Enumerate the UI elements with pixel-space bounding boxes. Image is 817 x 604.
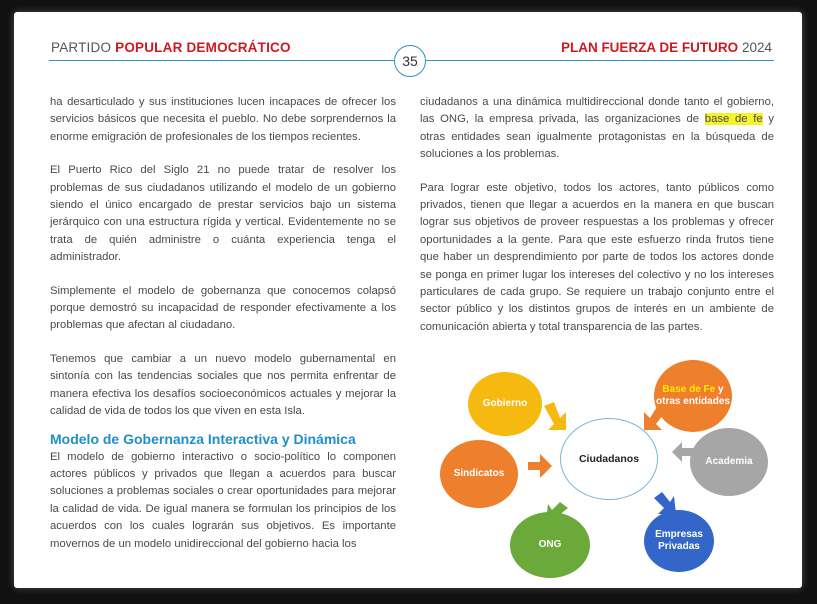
paragraph: Para lograr este objetivo, todos los actores, tanto públicos como privados, tienen que llegar a acuerdos en la manera en que buscan lograr sus objetivos de proveer respuestas a los problemas y ofrecer oportunidades a la gente. Para que este esfuerzo rinda frutos tiene que haber un desprendimiento por parte de todos los actores donde se ponga en primer lugar los intereses del colectivo y no los intereses particulares de cada grupo. Se requiere un trabajo conjunto entre el sector público y los distintos grupos de interés en un ambiente de comunicación abierta y total transparencia de las partes. — [420, 181, 774, 333]
header-rule-right — [426, 60, 774, 61]
paragraph: Tenemos que cambiar a un nuevo modelo gubernamental en sintonía con las tendencias sociales que nos permita enfrentar de manera efectiva los desafíos socioeconómicos actuales y mejorar la calidad de vida de todos los que viven en esta Isla. — [50, 352, 396, 418]
left-column — [50, 94, 396, 569]
page-number: 35 — [394, 45, 426, 77]
paragraph: Simplemente el modelo de gobernanza que conocemos colapsó porque demostró su incapacidad de responder efectivamente a los problemas que afectan al ciudadano. — [50, 284, 396, 332]
right-column — [420, 94, 774, 352]
highlighted-text: base de fe — [704, 113, 763, 126]
sindicatos-node: Sindicatos — [440, 440, 518, 508]
ciudadanos-node: Ciudadanos — [560, 418, 658, 500]
paragraph: ciudadanos a una dinámica multidireccional donde tanto el gobierno, las ONG, la empresa privada, las organizaciones de base de fe y otras entidades sean igualmente protagonistas en la búsqueda de soluciones a los problemas. — [420, 96, 774, 161]
header-rule-left — [49, 60, 394, 61]
base-de-fe-node: Base de Fe y otras entidades — [654, 360, 732, 432]
academia-node: Academia — [690, 428, 768, 496]
section-heading: Modelo de Gobernanza Interactiva y Dinámica — [50, 430, 356, 447]
ong-node: ONG — [510, 512, 590, 578]
paragraph: El modelo de gobierno interactivo o socio-político lo componen actores públicos y privados que llegan a acuerdos para buscar soluciones a problemas sociales o crear oportunidades para mejorar la calidad de vida. De igual manera se formulan los principios de los acuerdos con los cuales lograrán sus objetivos. Es importante movernos de un modelo unidireccional del gobierno hacia los — [50, 450, 396, 550]
paragraph: El Puerto Rico del Siglo 21 no puede tratar de resolver los problemas de sus ciudadanos utilizando el modelo de un gobierno siendo el único encargado de prestar servicios bajo un sistema jerárquico con una estructura rígida y vertical. Evidentemente no se trata de quién administre o cuánta experiencia tenga el administrador. — [50, 164, 396, 264]
header-plan-title: PLAN FUERZA DE FUTURO 2024 — [560, 40, 772, 55]
paragraph: ha desarticulado y sus instituciones lucen incapaces de ofrecer los servicios básicos que necesita el pueblo. No debe sorprendernos la enorme emigración de profesionales de los tiempos recientes. — [50, 96, 396, 143]
arrow-sindicatos — [528, 454, 552, 478]
arrow-gobierno — [544, 402, 566, 430]
header-party-name: PARTIDO POPULAR DEMOCRÁTICO — [51, 40, 291, 55]
gobierno-node: Gobierno — [468, 372, 542, 436]
base-de-fe-label: Base de Fe — [662, 384, 716, 395]
governance-diagram — [432, 354, 782, 574]
document-page — [14, 12, 802, 588]
empresas-privadas-node: Empresas Privadas — [644, 510, 714, 572]
